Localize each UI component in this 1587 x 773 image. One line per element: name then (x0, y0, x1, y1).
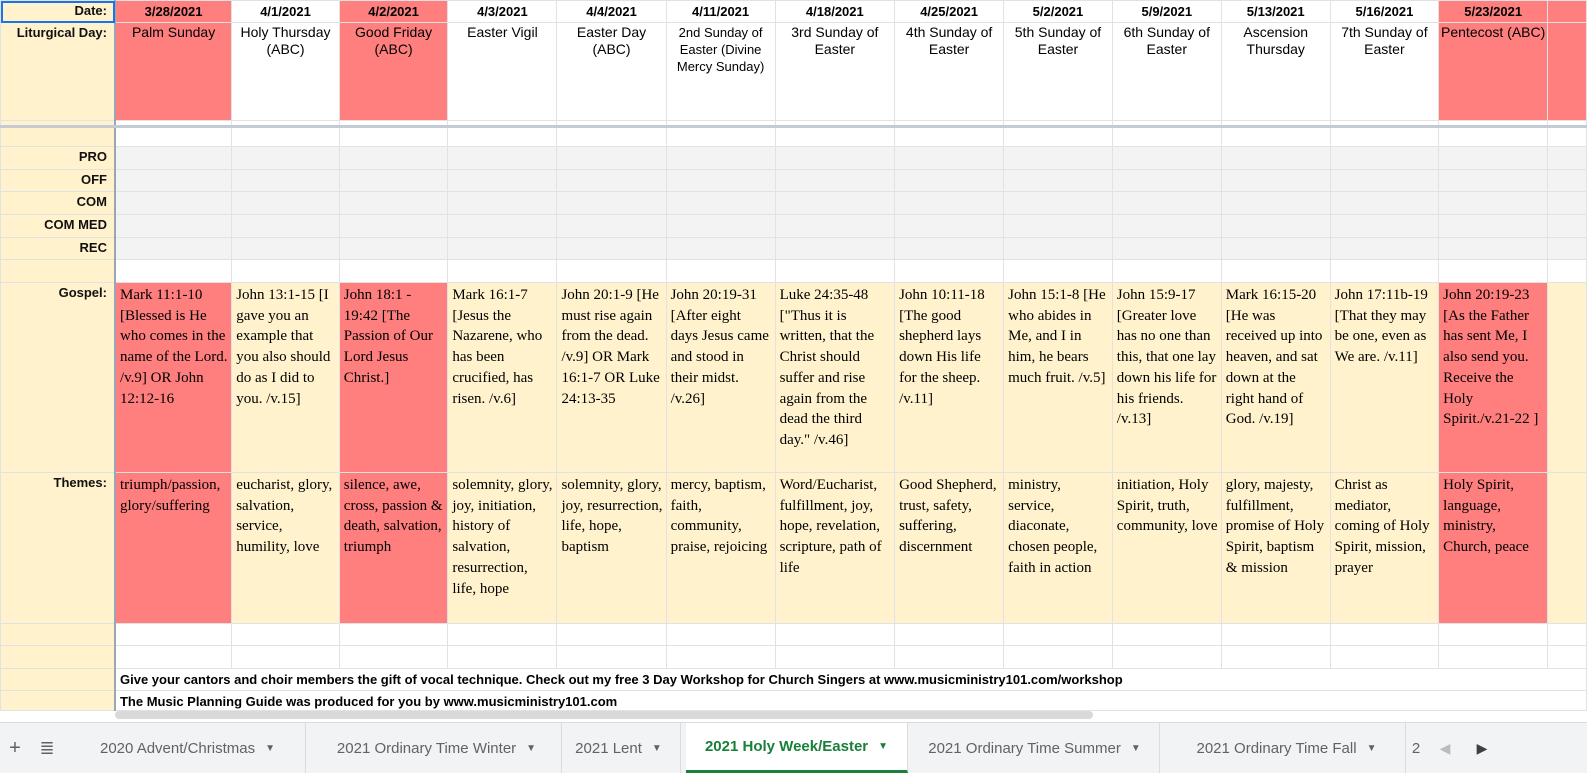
blank-cell[interactable] (232, 127, 340, 147)
sheet-tab[interactable] (686, 723, 908, 773)
row-label: Liturgical Day: (1, 23, 115, 121)
blank-cell[interactable] (339, 127, 448, 147)
add-sheet-icon[interactable]: + (9, 736, 21, 759)
sheet-tab[interactable] (312, 723, 562, 773)
row-label: Themes: (1, 473, 115, 624)
day-cell[interactable]: Easter Vigil (448, 23, 557, 121)
all-sheets-menu-icon[interactable]: ≣ (39, 737, 55, 758)
gospel-cell[interactable]: Luke 24:35-48 ["Thus it is written, that the Christ should suffer and rise again from the dead the third day." /v.46] (775, 283, 895, 473)
blank-cell[interactable] (666, 170, 775, 192)
blank-cell[interactable] (1330, 624, 1439, 646)
gospel-cell[interactable]: John 13:1-15 [I gave you an example that you also should do as I did to you. /v.15] (232, 283, 340, 473)
overflow-cell[interactable] (1548, 23, 1587, 121)
overflow-cell[interactable] (1548, 192, 1587, 215)
day-cell[interactable]: 5th Sunday of Easter (1004, 23, 1113, 121)
blank-cell[interactable] (775, 192, 895, 215)
blank-cell[interactable] (666, 646, 775, 669)
blank-cell[interactable] (775, 646, 895, 669)
sheet-row (1, 669, 1587, 691)
row-label (1, 624, 115, 646)
overflow-cell[interactable] (1548, 147, 1587, 170)
row-label (1, 691, 115, 711)
blank-cell[interactable] (232, 260, 340, 283)
sheet-row (1, 127, 1587, 147)
blank-cell[interactable] (115, 170, 232, 192)
themes-cell[interactable]: solemnity, glory, joy, initiation, history of salvation, resurrection, life, hope (448, 473, 557, 624)
blank-cell[interactable] (775, 215, 895, 238)
row-label (1, 260, 115, 283)
sheet-tab-label: 2 (1411, 739, 1421, 757)
sheet-row (1, 1, 1587, 23)
blank-cell[interactable] (895, 192, 1004, 215)
blank-cell[interactable] (448, 215, 557, 238)
overflow-cell[interactable] (1548, 170, 1587, 192)
blank-cell[interactable] (775, 147, 895, 170)
blank-cell[interactable] (448, 127, 557, 147)
blank-cell[interactable] (1221, 192, 1330, 215)
chevron-down-icon[interactable]: ▼ (526, 742, 537, 754)
blank-cell[interactable] (895, 624, 1004, 646)
row-label: COM (1, 192, 115, 215)
blank-cell[interactable] (339, 170, 448, 192)
blank-cell[interactable] (448, 238, 557, 260)
themes-cell[interactable]: silence, awe, cross, passion & death, salvation, triumph (339, 473, 448, 624)
footer-promo-text[interactable]: Give your cantors and choir members the gift of vocal technique. Check out my free 3 Day Workshop for Church Singers at www.musicministry101.com/workshop (115, 669, 1587, 691)
sheet-tab-bar (0, 722, 1587, 773)
row-label (1, 646, 115, 669)
sheet-row (1, 23, 1587, 121)
sheet-row (1, 260, 1587, 283)
blank-cell[interactable] (1221, 646, 1330, 669)
blank-cell[interactable] (666, 192, 775, 215)
sheet-tab-label: 2021 Holy Week/Easter (704, 738, 869, 755)
day-cell[interactable]: Easter Day (ABC) (557, 23, 666, 121)
blank-cell[interactable] (895, 215, 1004, 238)
sheet-tab-label: 2020 Advent/Christmas (100, 739, 256, 757)
blank-cell[interactable] (1330, 215, 1439, 238)
blank-cell[interactable] (666, 238, 775, 260)
blank-cell[interactable] (1112, 646, 1221, 669)
blank-cell[interactable] (115, 215, 232, 238)
chevron-down-icon[interactable]: ▼ (651, 742, 662, 754)
row-label: PRO (1, 147, 115, 170)
day-cell[interactable]: Holy Thursday (ABC) (232, 23, 340, 121)
blank-cell[interactable] (557, 260, 666, 283)
gospel-cell[interactable]: John 10:11-18 [The good shepherd lays down His life for the sheep. /v.11] (895, 283, 1004, 473)
gospel-cell[interactable]: Mark 11:1-10 [Blessed is He who comes in the name of the Lord. /v.9] OR John 12:12-16 (115, 283, 232, 473)
blank-cell[interactable] (557, 215, 666, 238)
gospel-cell[interactable]: John 20:19-31 [After eight days Jesus came and stood in their midst. /v.26] (666, 283, 775, 473)
blank-cell[interactable] (1004, 170, 1113, 192)
date-cell[interactable]: 4/18/2021 (775, 1, 895, 23)
chevron-down-icon[interactable]: ▼ (878, 741, 889, 752)
blank-cell[interactable] (666, 147, 775, 170)
day-cell[interactable]: Ascension Thursday (1221, 23, 1330, 121)
sheet-row (1, 147, 1587, 170)
date-cell[interactable]: 4/11/2021 (666, 1, 775, 23)
blank-cell[interactable] (775, 170, 895, 192)
blank-cell[interactable] (895, 127, 1004, 147)
blank-cell[interactable] (448, 192, 557, 215)
date-cell[interactable]: 5/23/2021 (1439, 1, 1548, 23)
blank-cell[interactable] (1112, 238, 1221, 260)
blank-cell[interactable] (557, 624, 666, 646)
gospel-cell[interactable]: John 20:1-9 [He must rise again from the dead. /v.9] OR Mark 16:1-7 OR Luke 24:13-35 (557, 283, 666, 473)
blank-cell[interactable] (1439, 147, 1548, 170)
blank-cell[interactable] (1439, 260, 1548, 283)
blank-cell[interactable] (1330, 147, 1439, 170)
gospel-cell[interactable]: Mark 16:1-7 [Jesus the Nazarene, who has been crucified, has risen. /v.6] (448, 283, 557, 473)
themes-cell[interactable]: Word/Eucharist, fulfillment, joy, hope, revelation, scripture, path of life (775, 473, 895, 624)
gospel-cell[interactable]: John 15:1-8 [He who abides in Me, and I in him, he bears much fruit. /v.5] (1004, 283, 1113, 473)
blank-cell[interactable] (1439, 215, 1548, 238)
blank-cell[interactable] (775, 624, 895, 646)
blank-cell[interactable] (557, 127, 666, 147)
blank-cell[interactable] (1221, 260, 1330, 283)
gospel-cell[interactable]: John 17:11b-19 [That they may be one, even as We are. /v.11] (1330, 283, 1439, 473)
blank-cell[interactable] (557, 170, 666, 192)
blank-cell[interactable] (1112, 260, 1221, 283)
blank-cell[interactable] (1112, 127, 1221, 147)
date-cell[interactable]: 5/2/2021 (1004, 1, 1113, 23)
sheet-row (1, 170, 1587, 192)
sheet-row (1, 473, 1587, 624)
blank-cell[interactable] (1330, 238, 1439, 260)
chevron-down-icon[interactable]: ▼ (265, 742, 275, 754)
horizontal-scrollbar[interactable] (115, 711, 1093, 719)
scroll-tabs-left-icon[interactable]: ◀ (1425, 723, 1465, 773)
blank-cell[interactable] (448, 624, 557, 646)
themes-cell[interactable]: initiation, Holy Spirit, truth, community, love (1112, 473, 1221, 624)
overflow-cell[interactable] (1548, 646, 1587, 669)
blank-cell[interactable] (1221, 215, 1330, 238)
blank-cell[interactable] (448, 260, 557, 283)
overflow-cell[interactable] (1548, 238, 1587, 260)
date-cell[interactable]: 4/2/2021 (339, 1, 448, 23)
blank-cell[interactable] (232, 192, 340, 215)
blank-cell[interactable] (232, 147, 340, 170)
blank-cell[interactable] (1439, 624, 1548, 646)
overflow-cell[interactable] (1548, 260, 1587, 283)
sheet-tab[interactable] (70, 723, 306, 773)
blank-cell[interactable] (232, 238, 340, 260)
sheet-tab[interactable] (557, 723, 681, 773)
blank-cell[interactable] (232, 215, 340, 238)
day-cell[interactable]: 2nd Sunday of Easter (Divine Mercy Sunday) (666, 23, 775, 121)
themes-cell[interactable]: mercy, baptism, faith, community, praise, rejoicing (666, 473, 775, 624)
day-cell[interactable]: 6th Sunday of Easter (1112, 23, 1221, 121)
blank-cell[interactable] (895, 238, 1004, 260)
blank-cell[interactable] (115, 238, 232, 260)
date-cell[interactable]: 3/28/2021 (115, 1, 232, 23)
blank-cell[interactable] (1221, 624, 1330, 646)
blank-cell[interactable] (232, 624, 340, 646)
row-label (1, 127, 115, 147)
blank-cell[interactable] (1330, 192, 1439, 215)
row-label: Date: (1, 1, 115, 23)
themes-cell[interactable]: glory, majesty, fulfillment, promise of Holy Spirit, baptism & mission (1221, 473, 1330, 624)
blank-cell[interactable] (232, 646, 340, 669)
sheet-tab-label: 2021 Ordinary Time Winter (336, 739, 517, 757)
blank-cell[interactable] (1439, 170, 1548, 192)
themes-cell[interactable]: Holy Spirit, language, ministry, Church, peace (1439, 473, 1548, 624)
row-label: REC (1, 238, 115, 260)
gospel-cell[interactable]: John 18:1 - 19:42 [The Passion of Our Lord Jesus Christ.] (339, 283, 448, 473)
date-cell[interactable]: 5/9/2021 (1112, 1, 1221, 23)
blank-cell[interactable] (1439, 238, 1548, 260)
blank-cell[interactable] (1004, 127, 1113, 147)
overflow-cell[interactable] (1548, 473, 1587, 624)
blank-cell[interactable] (1004, 147, 1113, 170)
blank-cell[interactable] (1439, 646, 1548, 669)
blank-cell[interactable] (1004, 624, 1113, 646)
date-cell[interactable]: 4/4/2021 (557, 1, 666, 23)
blank-cell[interactable] (895, 646, 1004, 669)
date-cell[interactable]: 5/16/2021 (1330, 1, 1439, 23)
blank-cell[interactable] (1439, 192, 1548, 215)
blank-cell[interactable] (666, 215, 775, 238)
themes-cell[interactable]: Good Shepherd, trust, safety, suffering, discernment (895, 473, 1004, 624)
sheet-row (1, 238, 1587, 260)
themes-cell[interactable]: ministry, service, diaconate, chosen people, faith in action (1004, 473, 1113, 624)
blank-cell[interactable] (115, 260, 232, 283)
overflow-cell[interactable] (1548, 1, 1587, 23)
sheet-tab-label: 2021 Lent (575, 739, 642, 757)
blank-cell[interactable] (1112, 170, 1221, 192)
date-cell[interactable]: 5/13/2021 (1221, 1, 1330, 23)
blank-cell[interactable] (895, 170, 1004, 192)
blank-cell[interactable] (775, 260, 895, 283)
blank-cell[interactable] (339, 192, 448, 215)
blank-cell[interactable] (557, 147, 666, 170)
blank-cell[interactable] (557, 192, 666, 215)
blank-cell[interactable] (1004, 215, 1113, 238)
blank-cell[interactable] (1112, 624, 1221, 646)
blank-cell[interactable] (448, 646, 557, 669)
day-cell[interactable]: 7th Sunday of Easter (1330, 23, 1439, 121)
blank-cell[interactable] (895, 260, 1004, 283)
overflow-cell[interactable] (1548, 283, 1587, 473)
gospel-cell[interactable]: John 15:9-17 [Greater love has no one than this, that one lay down his life for his friends. /v.13] (1112, 283, 1221, 473)
day-cell[interactable]: Palm Sunday (115, 23, 232, 121)
blank-cell[interactable] (1330, 170, 1439, 192)
blank-cell[interactable] (1221, 127, 1330, 147)
blank-cell[interactable] (115, 147, 232, 170)
blank-cell[interactable] (339, 260, 448, 283)
sheet-tab-label: 2021 Ordinary Time Fall (1196, 739, 1357, 757)
blank-cell[interactable] (1004, 192, 1113, 215)
blank-cell[interactable] (1330, 646, 1439, 669)
day-cell[interactable]: Good Friday (ABC) (339, 23, 448, 121)
blank-cell[interactable] (775, 238, 895, 260)
scroll-tabs-right-icon[interactable]: ▶ (1462, 723, 1502, 773)
sheet-row (1, 624, 1587, 646)
sheet-row (1, 691, 1587, 711)
day-cell[interactable]: 3rd Sunday of Easter (775, 23, 895, 121)
blank-cell[interactable] (339, 624, 448, 646)
blank-cell[interactable] (1112, 215, 1221, 238)
overflow-cell[interactable] (1548, 127, 1587, 147)
footer-credit-text[interactable]: The Music Planning Guide was produced for you by www.musicministry101.com (115, 691, 1587, 711)
chevron-down-icon[interactable]: ▼ (1366, 742, 1377, 754)
blank-cell[interactable] (448, 170, 557, 192)
day-cell[interactable]: Pentecost (ABC) (1439, 23, 1548, 121)
blank-cell[interactable] (557, 238, 666, 260)
sheet-row (1, 215, 1587, 238)
themes-cell[interactable]: eucharist, glory, salvation, service, humility, love (232, 473, 340, 624)
blank-cell[interactable] (1221, 147, 1330, 170)
sheet-row (1, 646, 1587, 669)
blank-cell[interactable] (1004, 238, 1113, 260)
blank-cell[interactable] (666, 260, 775, 283)
row-label: Gospel: (1, 283, 115, 473)
themes-cell[interactable]: Christ as mediator, coming of Holy Spirit, mission, prayer (1330, 473, 1439, 624)
date-cell[interactable]: 4/25/2021 (895, 1, 1004, 23)
blank-cell[interactable] (115, 624, 232, 646)
themes-cell[interactable]: solemnity, glory, joy, resurrection, life, hope, baptism (557, 473, 666, 624)
blank-cell[interactable] (339, 646, 448, 669)
blank-cell[interactable] (775, 127, 895, 147)
blank-cell[interactable] (339, 147, 448, 170)
blank-cell[interactable] (339, 215, 448, 238)
blank-cell[interactable] (115, 192, 232, 215)
date-cell[interactable]: 4/3/2021 (448, 1, 557, 23)
sheet-tab-label: 2021 Ordinary Time Summer (928, 739, 1121, 757)
sheet-tab[interactable] (910, 723, 1160, 773)
gospel-cell[interactable]: John 20:19-23 [As the Father has sent Me, I also send you. Receive the Holy Spirit./v.21-22 ] (1439, 283, 1548, 473)
blank-cell[interactable] (448, 147, 557, 170)
blank-cell[interactable] (1330, 127, 1439, 147)
chevron-down-icon[interactable]: ▼ (1130, 742, 1141, 754)
blank-cell[interactable] (666, 624, 775, 646)
row-label (1, 669, 115, 691)
blank-cell[interactable] (895, 147, 1004, 170)
blank-cell[interactable] (1221, 170, 1330, 192)
blank-cell[interactable] (1004, 260, 1113, 283)
row-label: OFF (1, 170, 115, 192)
blank-cell[interactable] (557, 646, 666, 669)
blank-cell[interactable] (115, 646, 232, 669)
themes-cell[interactable]: triumph/passion, glory/suffering (115, 473, 232, 624)
overflow-cell[interactable] (1548, 624, 1587, 646)
sheet-row (1, 283, 1587, 473)
row-label: COM MED (1, 215, 115, 238)
date-cell[interactable]: 4/1/2021 (232, 1, 340, 23)
blank-cell[interactable] (1112, 192, 1221, 215)
sheet-row (1, 192, 1587, 215)
blank-cell[interactable] (1330, 260, 1439, 283)
blank-cell[interactable] (1439, 127, 1548, 147)
gospel-cell[interactable]: Mark 16:15-20 [He was received up into heaven, and sat down at the right hand of God. /v.19] (1221, 283, 1330, 473)
blank-cell[interactable] (666, 127, 775, 147)
overflow-cell[interactable] (1548, 215, 1587, 238)
blank-cell[interactable] (1004, 646, 1113, 669)
blank-cell[interactable] (232, 170, 340, 192)
day-cell[interactable]: 4th Sunday of Easter (895, 23, 1004, 121)
blank-cell[interactable] (1112, 147, 1221, 170)
sheet-tab[interactable] (1168, 723, 1406, 773)
blank-cell[interactable] (339, 238, 448, 260)
blank-cell[interactable] (115, 127, 232, 147)
blank-cell[interactable] (1221, 238, 1330, 260)
